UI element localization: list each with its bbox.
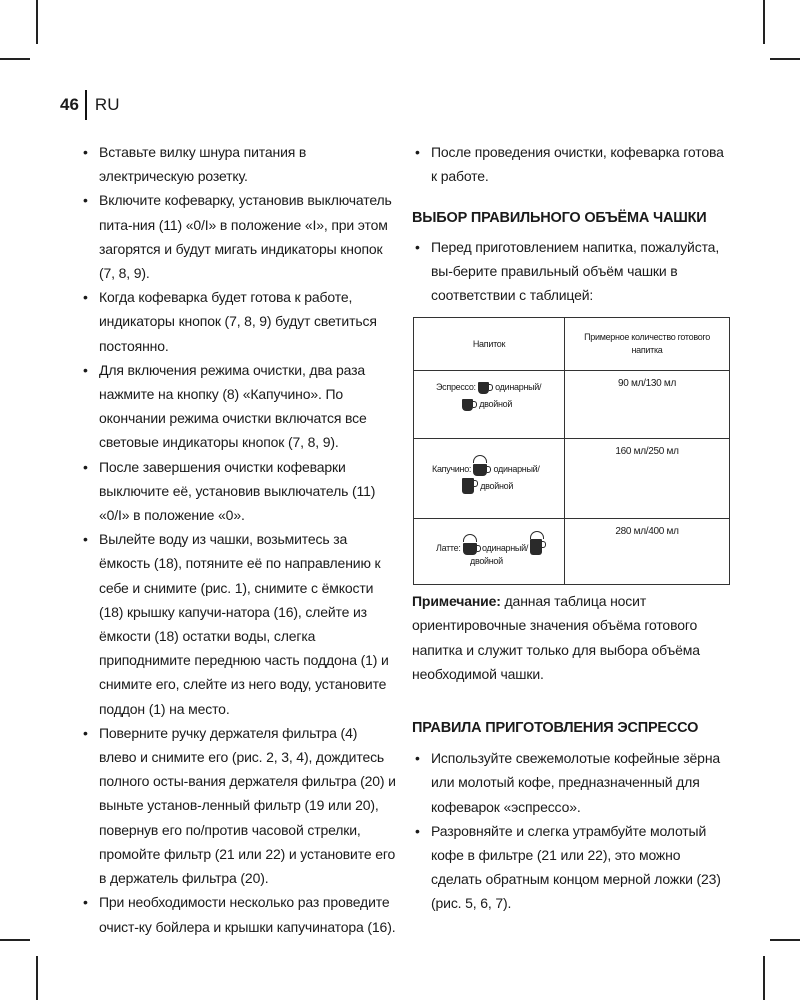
list-item: • Перед приготовлением напитка, пожалуйста, вы-берите правильный объём чашки в соответствии с таблицей: xyxy=(412,235,730,308)
crop-mark xyxy=(0,939,30,941)
crop-mark xyxy=(770,939,800,941)
table-header-drink: Напиток xyxy=(414,318,565,371)
intro-bullet-list xyxy=(412,140,730,188)
latte-glass-icon xyxy=(530,531,544,555)
cup-icon xyxy=(478,382,489,394)
table-row xyxy=(414,439,730,519)
drink-cell xyxy=(414,519,565,585)
page-header xyxy=(60,90,119,120)
page-number: 46 xyxy=(60,95,79,114)
list-item: • Поверните ручку держателя фильтра (4) влево и снимите его (рис. 2, 3, 4), дождитесь полного осты-вания держателя фильтра (20) и выньте установ-ленный фильтр (19 или 20), повернув его по/против часовой стрелки, промойте фильтр (21 или 22) и установите его в держатель фильтра (20). xyxy=(80,721,398,890)
left-bullet-list xyxy=(80,140,398,939)
cup-icon xyxy=(462,399,473,411)
table-header-amount: Примерное количество готового напитка xyxy=(565,318,730,371)
section-title-espresso-rules: ПРАВИЛА ПРИГОТОВЛЕНИЯ ЭСПРЕССО xyxy=(412,720,699,737)
left-column xyxy=(80,140,398,939)
crop-mark xyxy=(36,956,38,1000)
list-item: • При необходимости несколько раз проведите очист-ку бойлера и крышки капучинатора (16). xyxy=(80,890,398,938)
crop-mark xyxy=(36,0,38,44)
cappuccino-cup-icon xyxy=(473,455,487,476)
section2-bullet-list xyxy=(412,746,730,915)
crop-mark xyxy=(0,58,30,60)
note-text: данная таблица носит ориентировочные значения объёма готового напитка и служит только для выбора объёма необходимой чашки. xyxy=(412,593,700,682)
table-row xyxy=(414,519,730,585)
drink-cell xyxy=(414,439,565,519)
header-divider xyxy=(85,90,87,120)
crop-mark xyxy=(763,0,765,44)
single-label: одинарный/ xyxy=(493,464,540,475)
drink-name: Эспрессо: xyxy=(436,382,476,393)
list-item: • Для включения режима очистки, два раза нажмите на кнопку (8) «Капучино». По окончании режима очистки включатся все световые индикаторы кнопок (7, 8, 9). xyxy=(80,358,398,455)
section1-bullet-list xyxy=(412,235,730,308)
cup-volume-table xyxy=(413,317,730,585)
list-item: • После проведения очистки, кофеварка готова к работе. xyxy=(412,140,730,188)
drink-name: Капучино: xyxy=(432,464,472,475)
cup-icon xyxy=(462,478,474,494)
right-column xyxy=(412,140,730,916)
list-item: • Вставьте вилку шнура питания в электрическую розетку. xyxy=(80,140,398,188)
language-code: RU xyxy=(94,95,120,114)
list-item: • После завершения очистки кофеварки выключите её, установив выключатель (11) «0/I» в положение «0». xyxy=(80,455,398,528)
latte-glass-icon xyxy=(463,534,477,555)
crop-mark xyxy=(763,956,765,1000)
list-item: • Вылейте воду из чашки, возьмитесь за ёмкость (18), потяните её по направлению к себе и снимите (рис. 1), снимите с ёмкости (18) крышку капучи-натора (16), слейте из ёмкости (18) остатки воды, слегка приподнимите переднюю часть поддона (1) и снимите его, слейте из него воду, установите поддон (1) на место. xyxy=(80,527,398,721)
amount-cell: 280 мл/400 мл xyxy=(565,519,730,585)
double-label: двойной xyxy=(480,480,514,491)
list-item: • Когда кофеварка будет готова к работе, индикаторы кнопок (7, 8, 9) будут светиться постоянно. xyxy=(80,285,398,358)
double-label: двойной xyxy=(470,556,503,567)
drink-cell xyxy=(414,371,565,439)
amount-cell: 160 мл/250 мл xyxy=(565,439,730,519)
crop-mark xyxy=(770,58,800,60)
table-row xyxy=(414,371,730,439)
list-item: • Включите кофеварку, установив выключатель пита-ния (11) «0/I» в положение «I», при этом загорятся и будут мигать индикаторы кнопок (7, 8, 9). xyxy=(80,188,398,285)
amount-cell: 90 мл/130 мл xyxy=(565,371,730,439)
note-label: Примечание: xyxy=(412,593,501,610)
double-label: двойной xyxy=(479,399,513,410)
list-item: • Используйте свежемолотые кофейные зёрна или молотый кофе, предназначенный для кофеварок «эспрессо». xyxy=(412,746,730,819)
drink-name: Латте: xyxy=(436,543,461,554)
table-header-row xyxy=(414,318,730,371)
table-note xyxy=(412,589,730,686)
single-label: одинарный/ xyxy=(481,543,529,554)
section-title-cup-volume: ВЫБОР ПРАВИЛЬНОГО ОБЪЁМА ЧАШКИ xyxy=(412,210,707,227)
single-label: одинарный/ xyxy=(495,382,542,393)
list-item: • Разровняйте и слегка утрамбуйте молотый кофе в фильтре (21 или 22), это можно сделать обратным концом мерной ложки (23) (рис. 5, 6, 7). xyxy=(412,819,730,916)
